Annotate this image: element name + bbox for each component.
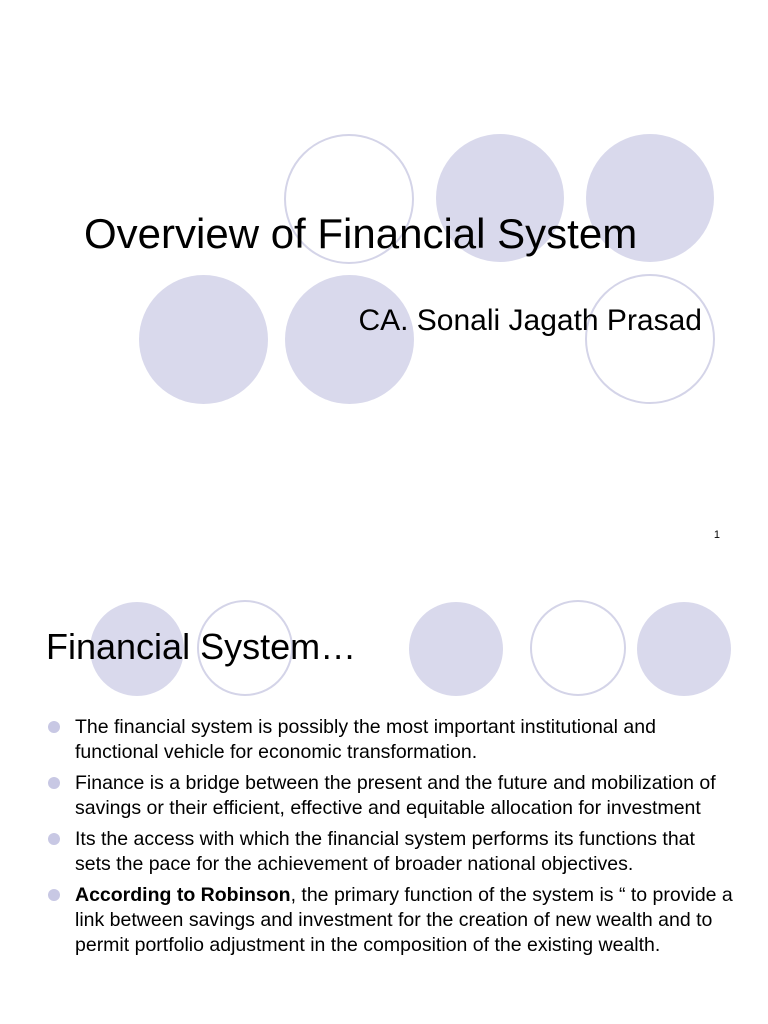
bullet-dot-icon: [48, 889, 60, 901]
bullet-list: [46, 715, 736, 964]
bullet-text: , the primary function of the system is “ to provide a link between savings and investment for the creation of new wealth and to permit portfolio adjustment in the composition of the existing wealth.: [75, 884, 733, 956]
decorative-circle-filled: [637, 602, 731, 696]
slide-subtitle: CA. Sonali Jagath Prasad: [358, 304, 702, 337]
decorative-circle-filled: [139, 275, 268, 404]
bullet-item: [46, 771, 736, 821]
slide-page-number: 1: [713, 529, 720, 541]
decorative-circle-outline: [530, 600, 626, 696]
bullet-item: [46, 883, 736, 958]
slide-title: Financial System…: [46, 626, 357, 667]
bullet-dot-icon: [48, 721, 60, 733]
bullet-dot-icon: [48, 777, 60, 789]
bullet-item: [46, 715, 736, 765]
content-slide: [0, 576, 768, 1024]
bullet-text: Finance is a bridge between the present and the future and mobilization of savings or their efficient, effective and equitable allocation for investment: [75, 772, 716, 819]
slide-title: Overview of Financial System: [84, 210, 638, 257]
bullet-emphasis: According to Robinson: [75, 884, 291, 906]
bullet-text: The financial system is possibly the most important institutional and functional vehicle for economic transformation.: [75, 716, 656, 763]
bullet-dot-icon: [48, 833, 60, 845]
decorative-circle-filled: [409, 602, 503, 696]
bullet-item: [46, 827, 736, 877]
bullet-text: Its the access with which the financial system performs its functions that sets the pace for the achievement of broader national objectives.: [75, 828, 695, 875]
